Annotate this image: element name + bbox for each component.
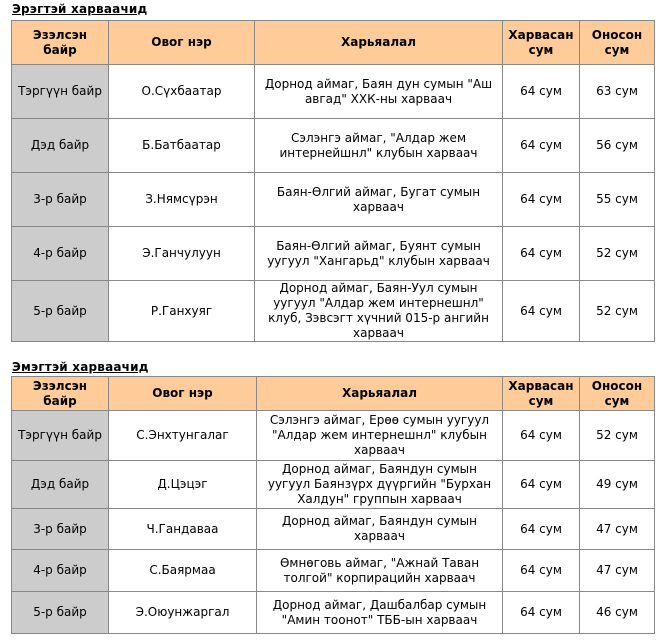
- shot-cell: 64 сум: [503, 65, 580, 119]
- rank-cell: 5-р байр: [12, 281, 109, 342]
- rank-cell: 4-р байр: [12, 227, 109, 281]
- hit-cell: 47 сум: [580, 509, 655, 550]
- hit-cell: 56 сум: [580, 119, 655, 173]
- name-cell: О.Сүхбаатар: [109, 65, 255, 119]
- affiliation-cell: Дорнод аймаг, Баяндун сумын харваач: [257, 509, 503, 550]
- name-cell: Э.Оюунжаргал: [109, 592, 257, 634]
- shot-cell: 64 сум: [503, 119, 580, 173]
- affiliation-cell: Дорнод аймаг, Дашбалбар сумын "Амин тоонот" ТББ-ын харваач: [257, 592, 503, 634]
- hit-cell: 55 сум: [580, 173, 655, 227]
- shot-cell: 64 сум: [503, 461, 580, 509]
- affiliation-cell: Дорнод аймаг, Баян дун сумын "Аш авгад" ХХК-ны харваач: [255, 65, 503, 119]
- header-shot: Харвасан сум: [503, 21, 580, 65]
- name-cell: Ч.Гандаваа: [109, 509, 257, 550]
- male-results-table: [11, 20, 655, 342]
- header-name: Овог нэр: [109, 377, 257, 411]
- table-row: [12, 119, 655, 173]
- hit-cell: 46 сум: [580, 592, 655, 634]
- rank-cell: Дэд байр: [12, 119, 109, 173]
- name-cell: Б.Батбаатар: [109, 119, 255, 173]
- female-results-table: [11, 376, 655, 634]
- rank-cell: 5-р байр: [12, 592, 109, 634]
- affiliation-cell: Өмнөговь аймаг, "Ажнай Таван толгой" корпирацийн харваач: [257, 550, 503, 592]
- table-header-row: [12, 377, 655, 411]
- table-row: [12, 227, 655, 281]
- table-header-row: [12, 21, 655, 65]
- affiliation-cell: Баян-Өлгий аймаг, Буянт сумын уугуул "Хангарьд" клубын харваач: [255, 227, 503, 281]
- table-row: [12, 550, 655, 592]
- header-shot: Харвасан сум: [503, 377, 580, 411]
- male-section-title: Эрэгтэй харваачид: [12, 2, 148, 16]
- shot-cell: 64 сум: [503, 550, 580, 592]
- affiliation-cell: Баян-Өлгий аймаг, Бугат сумын харваач: [255, 173, 503, 227]
- name-cell: Д.Цэцэг: [109, 461, 257, 509]
- table-row: [12, 411, 655, 461]
- header-name: Овог нэр: [109, 21, 255, 65]
- shot-cell: 64 сум: [503, 227, 580, 281]
- affiliation-cell: Сэлэнгэ аймаг, Ерөө сумын уугуул "Алдар жем интернешнл" клубын харваач: [257, 411, 503, 461]
- hit-cell: 49 сум: [580, 461, 655, 509]
- affiliation-cell: Дорнод аймаг, Баян-Уул сумын уугуул "Алдар жем интернешнл" клуб, Зэвсэгт хүчний 015-р ангийн харваач: [255, 281, 503, 342]
- name-cell: С.Баярмаа: [109, 550, 257, 592]
- table-row: [12, 509, 655, 550]
- shot-cell: 64 сум: [503, 509, 580, 550]
- shot-cell: 64 сум: [503, 173, 580, 227]
- rank-cell: 3-р байр: [12, 509, 109, 550]
- shot-cell: 64 сум: [503, 281, 580, 342]
- rank-cell: 3-р байр: [12, 173, 109, 227]
- name-cell: Э.Ганчулуун: [109, 227, 255, 281]
- name-cell: З.Нямсүрэн: [109, 173, 255, 227]
- hit-cell: 52 сум: [580, 281, 655, 342]
- header-affiliation: Харьяалал: [257, 377, 503, 411]
- name-cell: Р.Ганхуяг: [109, 281, 255, 342]
- shot-cell: 64 сум: [503, 411, 580, 461]
- table-row: [12, 461, 655, 509]
- hit-cell: 63 сум: [580, 65, 655, 119]
- table-row: [12, 281, 655, 342]
- header-place: Эзэлсэн байр: [12, 21, 109, 65]
- table-row: [12, 65, 655, 119]
- hit-cell: 52 сум: [580, 411, 655, 461]
- header-hit: Оносон сум: [580, 21, 655, 65]
- female-section-title: Эмэгтэй харваачид: [12, 360, 149, 374]
- table-row: [12, 173, 655, 227]
- header-place: Эзэлсэн байр: [12, 377, 109, 411]
- header-hit: Оносон сум: [580, 377, 655, 411]
- rank-cell: Дэд байр: [12, 461, 109, 509]
- rank-cell: Тэргүүн байр: [12, 411, 109, 461]
- shot-cell: 64 сум: [503, 592, 580, 634]
- rank-cell: 4-р байр: [12, 550, 109, 592]
- name-cell: С.Энхтунгалаг: [109, 411, 257, 461]
- header-affiliation: Харьяалал: [255, 21, 503, 65]
- affiliation-cell: Дорнод аймаг, Баяндун сумын уугуул Баянзүрх дүүргийн "Бурхан Халдун" группын харваач: [257, 461, 503, 509]
- hit-cell: 47 сум: [580, 550, 655, 592]
- rank-cell: Тэргүүн байр: [12, 65, 109, 119]
- hit-cell: 52 сум: [580, 227, 655, 281]
- table-row: [12, 592, 655, 634]
- affiliation-cell: Сэлэнгэ аймаг, "Алдар жем интернейшнл" клубын харваач: [255, 119, 503, 173]
